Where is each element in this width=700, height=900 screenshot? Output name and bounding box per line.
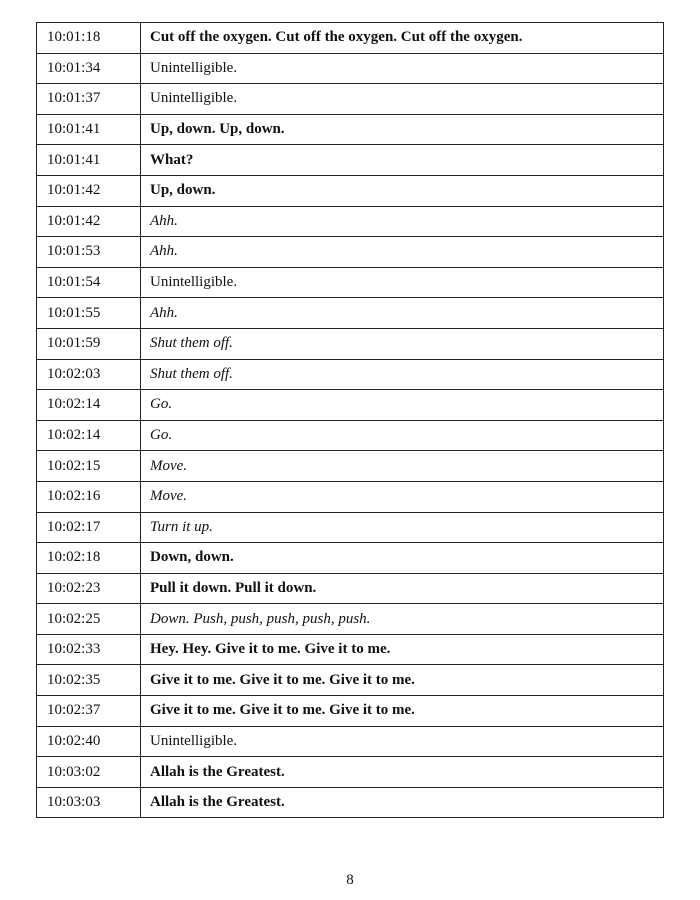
timestamp-cell: 10:01:41 [37, 114, 141, 145]
utterance-cell: Up, down. [141, 175, 664, 206]
utterance-cell: Ahh. [141, 237, 664, 268]
page-number: 8 [346, 872, 354, 888]
timestamp-cell: 10:02:17 [37, 512, 141, 543]
table-row [37, 665, 664, 696]
transcript-table [36, 22, 664, 818]
table-row [37, 451, 664, 482]
utterance-cell: Give it to me. Give it to me. Give it to me. [141, 665, 664, 696]
timestamp-cell: 10:02:25 [37, 604, 141, 635]
table-row [37, 267, 664, 298]
utterance-cell: Unintelligible. [141, 53, 664, 84]
timestamp-cell: 10:01:59 [37, 328, 141, 359]
timestamp-cell: 10:02:33 [37, 634, 141, 665]
utterance-cell: Move. [141, 481, 664, 512]
transcript-body [37, 23, 664, 818]
timestamp-cell: 10:02:14 [37, 390, 141, 421]
utterance-cell: Allah is the Greatest. [141, 757, 664, 788]
timestamp-cell: 10:02:35 [37, 665, 141, 696]
table-row [37, 512, 664, 543]
table-row [37, 328, 664, 359]
table-row [37, 481, 664, 512]
utterance-cell: Unintelligible. [141, 726, 664, 757]
utterance-cell: Cut off the oxygen. Cut off the oxygen. Cut off the oxygen. [141, 23, 664, 54]
utterance-cell: Move. [141, 451, 664, 482]
utterance-cell: Shut them off. [141, 359, 664, 390]
table-row [37, 84, 664, 115]
timestamp-cell: 10:02:37 [37, 696, 141, 727]
timestamp-cell: 10:01:34 [37, 53, 141, 84]
timestamp-cell: 10:02:40 [37, 726, 141, 757]
table-row [37, 573, 664, 604]
timestamp-cell: 10:02:18 [37, 543, 141, 574]
timestamp-cell: 10:02:03 [37, 359, 141, 390]
utterance-cell: Up, down. Up, down. [141, 114, 664, 145]
table-row [37, 604, 664, 635]
utterance-cell: Ahh. [141, 206, 664, 237]
table-row [37, 53, 664, 84]
utterance-cell: Pull it down. Pull it down. [141, 573, 664, 604]
table-row [37, 726, 664, 757]
table-row [37, 787, 664, 818]
utterance-cell: Ahh. [141, 298, 664, 329]
timestamp-cell: 10:02:15 [37, 451, 141, 482]
utterance-cell: Down, down. [141, 543, 664, 574]
utterance-cell: Allah is the Greatest. [141, 787, 664, 818]
timestamp-cell: 10:01:42 [37, 206, 141, 237]
timestamp-cell: 10:02:23 [37, 573, 141, 604]
table-row [37, 23, 664, 54]
table-row [37, 634, 664, 665]
utterance-cell: What? [141, 145, 664, 176]
timestamp-cell: 10:01:54 [37, 267, 141, 298]
timestamp-cell: 10:03:02 [37, 757, 141, 788]
table-row [37, 114, 664, 145]
timestamp-cell: 10:01:41 [37, 145, 141, 176]
utterance-cell: Turn it up. [141, 512, 664, 543]
utterance-cell: Unintelligible. [141, 84, 664, 115]
timestamp-cell: 10:01:37 [37, 84, 141, 115]
table-row [37, 175, 664, 206]
table-row [37, 359, 664, 390]
table-row [37, 298, 664, 329]
utterance-cell: Shut them off. [141, 328, 664, 359]
timestamp-cell: 10:01:53 [37, 237, 141, 268]
utterance-cell: Unintelligible. [141, 267, 664, 298]
utterance-cell: Go. [141, 390, 664, 421]
timestamp-cell: 10:01:18 [37, 23, 141, 54]
utterance-cell: Hey. Hey. Give it to me. Give it to me. [141, 634, 664, 665]
table-row [37, 390, 664, 421]
table-row [37, 145, 664, 176]
table-row [37, 757, 664, 788]
utterance-cell: Down. Push, push, push, push, push. [141, 604, 664, 635]
timestamp-cell: 10:02:16 [37, 481, 141, 512]
table-row [37, 543, 664, 574]
timestamp-cell: 10:03:03 [37, 787, 141, 818]
table-row [37, 420, 664, 451]
timestamp-cell: 10:02:14 [37, 420, 141, 451]
table-row [37, 206, 664, 237]
table-row [37, 237, 664, 268]
timestamp-cell: 10:01:55 [37, 298, 141, 329]
table-row [37, 696, 664, 727]
utterance-cell: Give it to me. Give it to me. Give it to me. [141, 696, 664, 727]
timestamp-cell: 10:01:42 [37, 175, 141, 206]
utterance-cell: Go. [141, 420, 664, 451]
